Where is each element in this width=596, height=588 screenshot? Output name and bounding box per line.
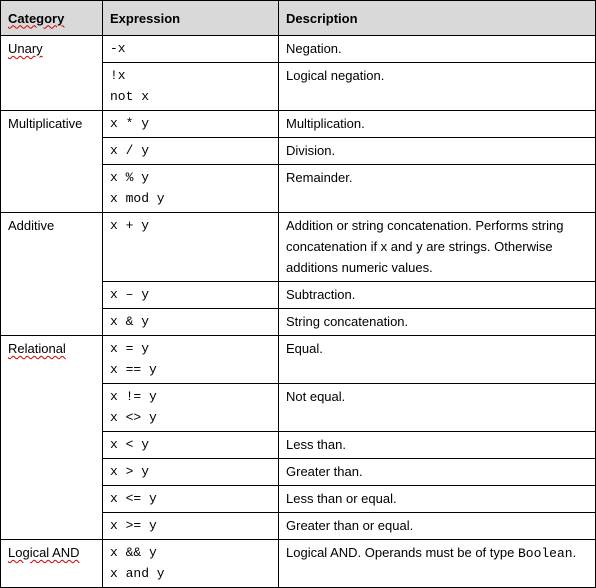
table-row	[1, 213, 596, 282]
table-row	[1, 336, 596, 384]
table-row	[1, 111, 596, 138]
description-cell: Greater than or equal.	[279, 513, 596, 540]
description-cell: String concatenation.	[279, 309, 596, 336]
description-cell: Division.	[279, 138, 596, 165]
description-cell: Not equal.	[279, 384, 596, 432]
category-cell-relational: Relational	[1, 336, 103, 540]
category-cell-additive: Additive	[1, 213, 103, 336]
header-row	[1, 1, 596, 36]
description-cell: Less than or equal.	[279, 486, 596, 513]
description-cell: Remainder.	[279, 165, 596, 213]
expression-cell: x <= y	[103, 486, 279, 513]
expression-cell: x – y	[103, 282, 279, 309]
table-row	[1, 540, 596, 588]
description-cell: Multiplication.	[279, 111, 596, 138]
expression-cell: x / y	[103, 138, 279, 165]
expression-cell: x < y	[103, 432, 279, 459]
header-description: Description	[279, 1, 596, 36]
description-cell: Addition or string concatenation. Performs string concatenation if x and y are strings. Otherwise additions numeric values.	[279, 213, 596, 282]
expression-cell: x & y	[103, 309, 279, 336]
expression-cell: x * y	[103, 111, 279, 138]
description-cell: Logical negation.	[279, 63, 596, 111]
expression-cell: x && y x and y	[103, 540, 279, 588]
category-cell-unary: Unary	[1, 36, 103, 111]
expression-cell: !x not x	[103, 63, 279, 111]
boolean-type-code: Boolean	[517, 546, 573, 561]
description-cell: Less than.	[279, 432, 596, 459]
expression-cell: x % y x mod y	[103, 165, 279, 213]
expression-cell: x >= y	[103, 513, 279, 540]
description-cell: Equal.	[279, 336, 596, 384]
category-cell-logical-and: Logical AND	[1, 540, 103, 588]
header-category: Category	[1, 1, 103, 36]
expression-cell: x = y x == y	[103, 336, 279, 384]
category-cell-multiplicative: Multiplicative	[1, 111, 103, 213]
description-cell: Negation.	[279, 36, 596, 63]
table-row	[1, 36, 596, 63]
expression-cell: -x	[103, 36, 279, 63]
description-cell: Logical AND. Operands must be of type Boolean.	[279, 540, 596, 588]
description-cell: Subtraction.	[279, 282, 596, 309]
expression-cell: x + y	[103, 213, 279, 282]
expression-cell: x > y	[103, 459, 279, 486]
expression-cell: x != y x <> y	[103, 384, 279, 432]
header-expression: Expression	[103, 1, 279, 36]
description-cell: Greater than.	[279, 459, 596, 486]
